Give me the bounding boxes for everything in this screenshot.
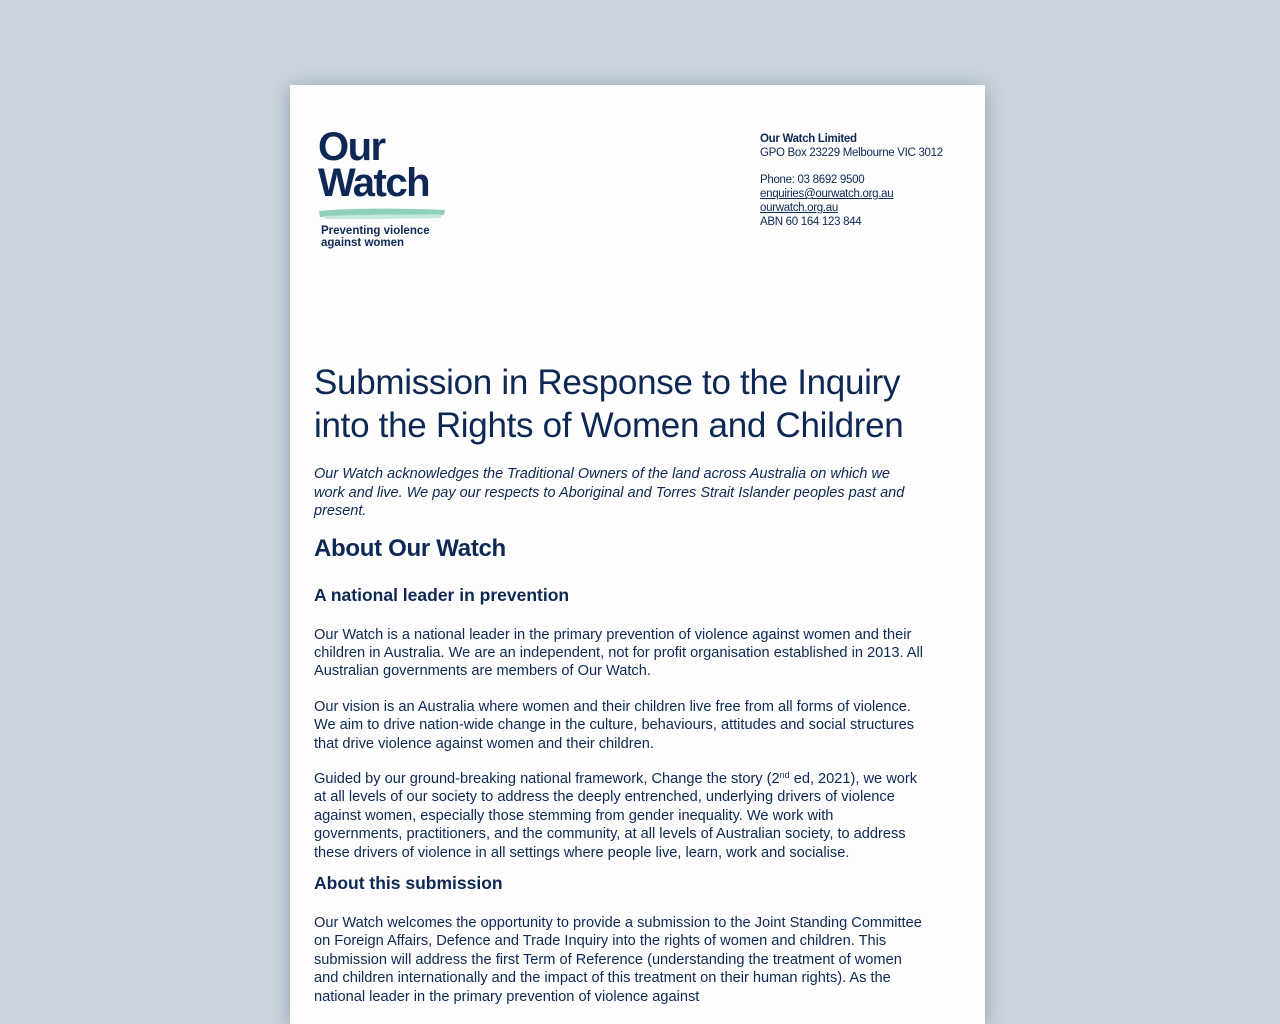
our-watch-logo [318,125,458,259]
logo-brush-stroke-icon [318,205,446,221]
logo-tagline [321,225,461,249]
title-line-2: into the Rights of Women and Children [314,406,904,445]
logo-word-our: Our [318,125,385,169]
title-line-1: Submission in Response to the Inquiry [314,363,901,402]
paragraph-1: Our Watch is a national leader in the primary prevention of violence against women and their children in Australia. We are an independent, not for profit organisation established in 2013. All Australian governments are members of Our Watch. [314,626,924,680]
paragraph-3-superscript: nd [779,769,790,780]
document-body [314,361,924,1006]
paragraph-3-end: ed, 2021), we work at all levels of our society to address the deeply entrenched, underlying drivers of violence against women, especially those stemming from gender inequality. We work with governments, practitioners, and the community, at all levels of Australian society, to address these drivers of violence in all settings where people live, learn, work and socialise. [314,770,918,861]
contact-address: GPO Box 23229 Melbourne VIC 3012 [760,147,943,159]
paragraph-2: Our vision is an Australia where women and their children live free from all forms of violence. We aim to drive nation-wide change in the culture, behaviours, attitudes and social structures that drive violence against women and their children. [314,698,915,752]
subsection-heading-about-submission: About this submission [314,872,503,893]
logo-tagline-line2: against women [321,237,405,249]
logo-word-watch: Watch [318,161,430,205]
paragraph-3 [314,770,924,862]
contact-org: Our Watch Limited [760,133,857,145]
contact-abn: ABN 60 164 123 844 [760,216,862,228]
contact-email-link[interactable]: enquiries@ourwatch.org.au [760,188,894,200]
logo-tagline-line1: Preventing violence [321,225,430,237]
document-page [290,85,985,1024]
paragraph-3-start: Guided by our ground-breaking national framework, Change the story (2 [314,770,780,787]
contact-website-link[interactable]: ourwatch.org.au [760,202,838,214]
contact-block [760,132,980,229]
section-heading-about-our-watch: About Our Watch [314,534,506,562]
subsection-heading-national-leader: A national leader in prevention [314,584,570,605]
paragraph-4: Our Watch welcomes the opportunity to provide a submission to the Joint Standing Committee on Foreign Affairs, Defence and Trade Inquiry into the rights of women and children. This submission will address the first Term of Reference (understanding the treatment of women and children internationally and the impact of this treatment on their human rights). As the national leader in the primary prevention of violence against [314,914,922,1005]
acknowledgement-of-country: Our Watch acknowledges the Traditional Owners of the land across Australia on which we work and live. We pay our respects to Aboriginal and Torres Strait Islander peoples past and present. [314,466,905,519]
document-title [314,361,924,447]
contact-phone: Phone: 03 8692 9500 [760,174,865,186]
